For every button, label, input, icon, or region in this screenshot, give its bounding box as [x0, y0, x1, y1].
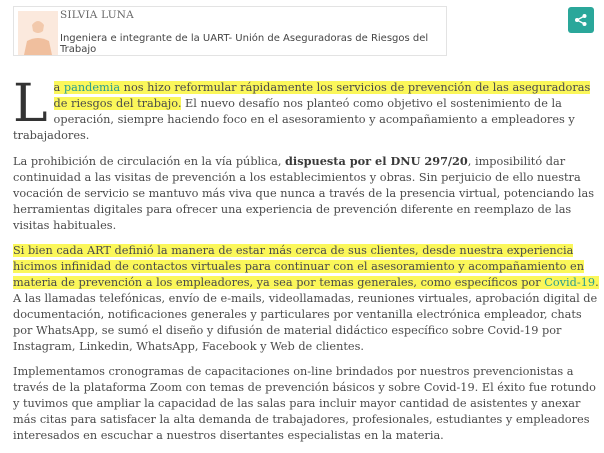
drop-cap: L [13, 74, 48, 134]
paragraph-2 [13, 153, 603, 234]
author-name: SILVIA LUNA [60, 9, 134, 21]
article-body [13, 74, 603, 453]
paragraph-3 [13, 243, 603, 355]
paragraph-text: La prohibición de circulación en la vía pública, [13, 155, 286, 168]
author-photo [18, 11, 58, 55]
paragraph-text: El nuevo desafío nos planteó como objetivo el sostenimiento de la operación, siempre haciendo foco en el asesoramiento y acompañamiento a empleadores y trabajadores. [13, 97, 575, 142]
highlight-text: . [595, 276, 599, 289]
highlight-text: Si bien cada ART definió la manera de estar más cerca de sus clientes, desde nuestra experiencia hicimos infinidad de contactos virtuales para continuar con el asesoramiento y acompañamiento en materia de prevención a los empleadores, ya sea por temas generales, como específicos por [13, 244, 584, 289]
paragraph-text: , imposibilitó dar continuidad a las visitas de prevención a los establecimientos y obras. Sin perjuicio de ello nuestra vocación de servicio se mantuvo más viva que nunca a través de la presencia virtual, potenciando las herramientas digitales para ofrecer una experiencia de prevención diferente en reemplazo de las visitas habituales. [13, 155, 595, 232]
share-icon [574, 13, 588, 27]
author-bio: Ingeniera e integrante de la UART- Unión de Aseguradoras de Riesgos del Trabajo [60, 33, 429, 55]
pandemia-link[interactable]: pandemia [63, 81, 121, 94]
highlight-text: a [53, 81, 64, 94]
paragraph-1 [13, 74, 603, 144]
covid-link[interactable]: Covid-19 [544, 276, 596, 289]
dnu-reference: dispuesta por el DNU 297/20 [285, 154, 468, 168]
paragraph-text: A las llamadas telefónicas, envío de e-mails, videollamadas, reuniones virtuales, aprobación digital de documentación, notificaciones generales y particulares por ventanilla electrónica empleador, chats por WhatsApp, se sumó el diseño y difusión de material didáctico específico sobre Covid-19 por Instagram, Linkedin, WhatsApp, Facebook y Web de clientes. [13, 292, 598, 353]
highlight-text: nos hizo reformular rápidamente los servicios de prevención de las aseguradoras de riesgos del trabajo. [53, 81, 591, 110]
author-card [13, 6, 447, 56]
share-button[interactable] [568, 7, 594, 33]
paragraph-4: Implementamos cronogramas de capacitaciones on-line brindados por nuestros prevencionistas a través de la plataforma Zoom con temas de prevención básicos y sobre Covid-19. El éxito fue rotundo y tuvimos que ampliar la capacidad de las salas para incluir mayor cantidad de asistentes y anexar más citas para satisfacer la alta demanda de trabajadores, profesionales, estudiantes y empleadores interesados en escuchar a nuestros disertantes especialistas en la materia. [13, 365, 596, 442]
